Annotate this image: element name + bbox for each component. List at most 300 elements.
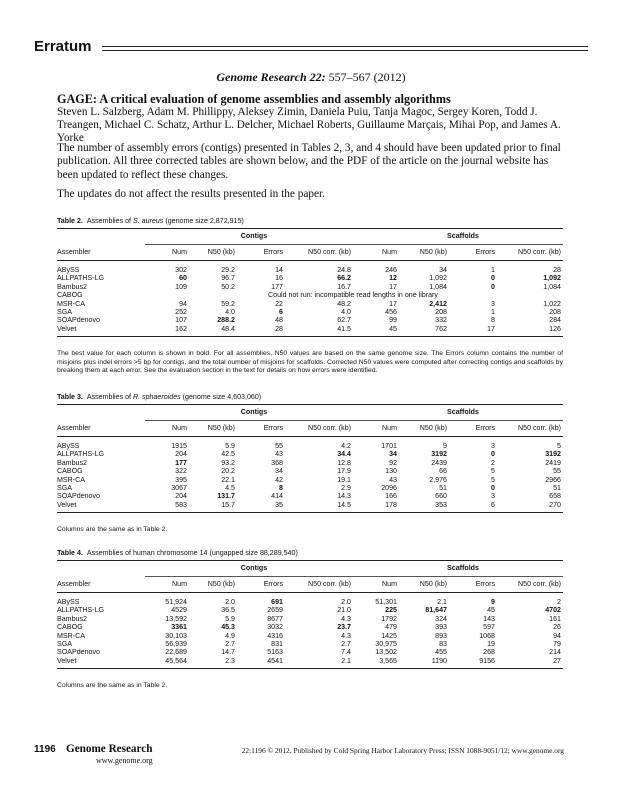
value-cell: 94 <box>553 631 561 640</box>
header-rule-thin <box>102 50 588 51</box>
column-header-row <box>57 421 563 437</box>
table-row <box>57 648 563 656</box>
value-cell: 45,564 <box>165 656 187 665</box>
table-4-note: Columns are the same as in Table 2. <box>57 682 168 689</box>
value-cell: 332 <box>435 316 447 325</box>
value-cell: 83 <box>439 640 447 649</box>
column-header: Errors <box>237 421 285 437</box>
value-cell: 0 <box>491 282 495 291</box>
assembler-cell: ABySS <box>57 598 80 606</box>
value-cell: 34 <box>389 450 397 459</box>
table-row <box>57 266 563 274</box>
value-cell: 2 <box>491 458 495 467</box>
table-row <box>57 459 563 467</box>
value-cell: 62.7 <box>337 316 351 325</box>
table-row <box>57 300 563 308</box>
group-contigs: Contigs <box>145 405 353 421</box>
section-title: Erratum <box>34 38 92 55</box>
value-cell: 9 <box>491 598 495 606</box>
value-cell: 9 <box>443 442 447 450</box>
value-cell: 28 <box>275 324 283 333</box>
column-header: N50 corr. (kb) <box>285 421 353 437</box>
value-cell: 2966 <box>545 475 561 484</box>
value-cell: 143 <box>483 614 495 623</box>
value-cell: 42 <box>275 475 283 484</box>
value-cell: 92 <box>389 458 397 467</box>
value-cell: 5163 <box>267 648 283 657</box>
value-cell: 35 <box>275 500 283 509</box>
citation-pages: 557–567 (2012) <box>325 70 406 84</box>
value-cell: 2,412 <box>429 299 447 308</box>
value-cell: 2439 <box>431 458 447 467</box>
column-header: N50 corr. (kb) <box>285 577 353 593</box>
group-blank <box>57 405 145 421</box>
value-cell: 2659 <box>267 606 283 615</box>
value-cell: 2.0 <box>341 598 351 606</box>
value-cell: 4316 <box>267 631 283 640</box>
value-cell: 36.5 <box>221 606 235 615</box>
value-cell: 0 <box>491 274 495 283</box>
value-cell: 8 <box>491 316 495 325</box>
value-cell: 3067 <box>171 484 187 493</box>
table-3-caption <box>57 393 261 401</box>
column-header: Errors <box>449 421 497 437</box>
table-3-label: Table 3. <box>57 393 83 401</box>
value-cell: 26 <box>553 623 561 632</box>
value-cell: 1915 <box>171 442 187 450</box>
assembler-cell: SOAPdenovo <box>57 648 100 657</box>
column-header: N50 corr. (kb) <box>497 421 563 437</box>
assembler-cell: SGA <box>57 308 72 317</box>
value-cell: 19.1 <box>337 475 351 484</box>
table-2-species: S. aureus <box>132 217 164 225</box>
table-2-label: Table 2. <box>57 217 83 225</box>
group-blank <box>57 561 145 577</box>
table-row <box>57 640 563 648</box>
footer-website: www.genome.org <box>96 756 153 765</box>
value-cell: 30,103 <box>165 631 187 640</box>
table-row <box>57 476 563 484</box>
group-header-row <box>57 561 563 577</box>
value-cell: 48.4 <box>221 324 235 333</box>
assembler-cell: Velvet <box>57 656 77 665</box>
value-cell: 9156 <box>479 656 495 665</box>
group-header-row <box>57 229 563 245</box>
value-cell: 2.7 <box>225 640 235 649</box>
value-cell: 109 <box>175 282 187 291</box>
table-row <box>57 615 563 623</box>
table-4-label: Table 4. <box>57 549 83 557</box>
citation-journal: Genome Research <box>216 70 307 84</box>
column-header: Assembler <box>57 421 145 437</box>
group-header-row <box>57 405 563 421</box>
group-contigs: Contigs <box>145 561 353 577</box>
value-cell: 414 <box>271 492 283 501</box>
assembler-cell: SGA <box>57 484 72 493</box>
value-cell: 0 <box>491 450 495 459</box>
table-4-caption-text: Assemblies of human chromosome 14 (ungapped size 88,289,540) <box>86 549 298 557</box>
value-cell: 51,924 <box>165 598 187 606</box>
table-3-caption-text: Assemblies of <box>86 393 133 401</box>
value-cell: 456 <box>385 308 397 317</box>
value-cell: 17.9 <box>337 467 351 476</box>
value-cell: 3032 <box>267 623 283 632</box>
value-cell: 893 <box>435 631 447 640</box>
table-3-note: Columns are the same as in Table 2. <box>57 526 168 533</box>
table-row <box>57 283 563 291</box>
value-cell: 6 <box>491 500 495 509</box>
table-row <box>57 501 563 509</box>
table-2-note: The best value for each column is shown in bold. For all assemblies, N50 values are based on the same genome size. The Errors column contains the number of misjoins plus indel errors >5 bp for contigs, and the total number of misjoins for scaffolds. Corrected N50 values were computed after correcting contigs and scaffolds by breaking them at each error. See the evaluation section in the text for details on how errors were identified. <box>57 350 563 375</box>
table-row <box>57 274 563 282</box>
table-row <box>57 291 563 299</box>
table-bottom-rule <box>57 509 563 513</box>
table-3 <box>57 404 563 513</box>
value-cell: 22,689 <box>165 648 187 657</box>
value-cell: 17 <box>487 324 495 333</box>
assembler-cell: CABOG <box>57 623 83 632</box>
value-cell: 214 <box>549 648 561 657</box>
column-header-row <box>57 577 563 593</box>
value-cell: 17 <box>389 282 397 291</box>
value-cell: 15.7 <box>221 500 235 509</box>
rule-cell <box>57 509 563 513</box>
value-cell: 2 <box>557 598 561 606</box>
value-cell: 3 <box>491 442 495 450</box>
value-cell: 4.3 <box>341 614 351 623</box>
value-cell: 284 <box>549 316 561 325</box>
citation <box>34 70 588 85</box>
column-header: N50 corr. (kb) <box>497 245 563 261</box>
table-3-caption-size: (genome size 4,603,060) <box>180 393 262 401</box>
value-cell: 12.8 <box>337 458 351 467</box>
group-blank <box>57 229 145 245</box>
value-cell: 4.0 <box>341 308 351 317</box>
column-header: N50 (kb) <box>399 577 449 593</box>
value-cell: 5 <box>557 442 561 450</box>
value-cell: 583 <box>175 500 187 509</box>
column-header: Errors <box>237 245 285 261</box>
article-authors: Steven L. Salzberg, Adam M. Phillippy, Aleksey Zimin, Daniela Puiu, Tanja Magoc, Sergey Koren, Todd J. Treangen, Michael C. Schatz, Arthur L. Delcher, Michael Roberts, Guillaume Marçais, Mihai Pop, and James A. Yorke <box>57 106 561 144</box>
value-cell: 4.0 <box>225 308 235 317</box>
assembler-cell: Velvet <box>57 324 77 333</box>
table-bottom-rule <box>57 333 563 337</box>
value-cell: 131.7 <box>217 492 235 501</box>
value-cell: 50.2 <box>221 282 235 291</box>
table-2-caption-text: Assemblies of <box>86 217 133 225</box>
value-cell: 14.3 <box>337 492 351 501</box>
value-cell: 55 <box>275 442 283 450</box>
assembler-cell: Bambus2 <box>57 458 87 467</box>
value-cell: 2.0 <box>225 598 235 606</box>
value-cell: 2.1 <box>437 598 447 606</box>
value-cell: 13,592 <box>165 614 187 623</box>
value-cell: 59.2 <box>221 299 235 308</box>
column-header-row <box>57 245 563 261</box>
value-cell: 13,502 <box>375 648 397 657</box>
value-cell: 16.7 <box>337 282 351 291</box>
value-cell: 29.2 <box>221 266 235 274</box>
table-row <box>57 316 563 324</box>
value-cell: 455 <box>435 648 447 657</box>
value-cell: 2.3 <box>225 656 235 665</box>
value-cell: 225 <box>385 606 397 615</box>
group-scaffolds: Scaffolds <box>353 405 563 421</box>
value-cell: 2.1 <box>341 656 351 665</box>
value-cell: 1 <box>491 308 495 317</box>
value-cell: 3,565 <box>379 656 397 665</box>
table-4-caption <box>57 549 298 557</box>
value-cell: 24.8 <box>337 266 351 274</box>
value-cell: 23.7 <box>337 623 351 632</box>
article-title: GAGE: A critical evaluation of genome assemblies and assembly algorithms <box>57 92 451 106</box>
value-cell: 1792 <box>381 614 397 623</box>
table-2 <box>57 228 563 337</box>
column-header: Num <box>353 245 399 261</box>
value-cell: 268 <box>483 648 495 657</box>
assembler-cell: ABySS <box>57 442 80 450</box>
value-cell: 17 <box>389 299 397 308</box>
group-scaffolds: Scaffolds <box>353 561 563 577</box>
value-cell: 20.2 <box>221 467 235 476</box>
value-cell: 4702 <box>545 606 561 615</box>
value-cell: 288.2 <box>217 316 235 325</box>
value-cell: 45.3 <box>221 623 235 632</box>
value-cell: 204 <box>175 450 187 459</box>
value-cell: 2.9 <box>341 484 351 493</box>
table-row <box>57 450 563 458</box>
column-header: N50 corr. (kb) <box>285 245 353 261</box>
value-cell: 208 <box>549 308 561 317</box>
column-header: N50 (kb) <box>189 577 237 593</box>
value-cell: 1,084 <box>543 282 561 291</box>
table-2-caption-size: (genome size 2,872,915) <box>163 217 244 225</box>
value-cell: 21.0 <box>337 606 351 615</box>
value-cell: 393 <box>435 623 447 632</box>
value-cell: 51 <box>553 484 561 493</box>
column-header: Num <box>145 245 189 261</box>
table-row <box>57 632 563 640</box>
value-cell: 66.2 <box>337 274 351 283</box>
assembler-cell: ABySS <box>57 266 80 274</box>
table-2-caption <box>57 217 244 225</box>
value-cell: 252 <box>175 308 187 317</box>
value-cell: 208 <box>435 308 447 317</box>
column-header: N50 (kb) <box>399 245 449 261</box>
value-cell: 51 <box>439 484 447 493</box>
value-cell: 177 <box>271 282 283 291</box>
citation-volume: 22: <box>309 70 326 84</box>
value-cell: 5.9 <box>225 442 235 450</box>
value-cell: 5.9 <box>225 614 235 623</box>
value-cell: 4.5 <box>225 484 235 493</box>
value-cell: 6 <box>279 308 283 317</box>
value-cell: 270 <box>549 500 561 509</box>
value-cell: 3192 <box>545 450 561 459</box>
table-bottom-rule <box>57 665 563 669</box>
body-paragraph-2: The updates do not affect the results presented in the paper. <box>57 188 326 200</box>
value-cell: 368 <box>271 458 283 467</box>
assembler-cell: MSR-CA <box>57 299 85 308</box>
value-cell: 60 <box>179 274 187 283</box>
value-cell: 48.2 <box>337 299 351 308</box>
value-cell: 99 <box>389 316 397 325</box>
value-cell: 5 <box>491 475 495 484</box>
column-header: Errors <box>449 245 497 261</box>
value-cell: 126 <box>549 324 561 333</box>
column-header: Errors <box>237 577 285 593</box>
column-header: Num <box>353 421 399 437</box>
table-row <box>57 484 563 492</box>
erratum-header <box>34 38 588 58</box>
value-cell: 94 <box>179 299 187 308</box>
value-cell: 691 <box>271 598 283 606</box>
value-cell: 56,939 <box>165 640 187 649</box>
value-cell: 1 <box>491 266 495 274</box>
value-cell: 479 <box>385 623 397 632</box>
column-header: N50 (kb) <box>189 421 237 437</box>
value-cell: 30,975 <box>375 640 397 649</box>
value-cell: 5 <box>491 467 495 476</box>
value-cell: 4.2 <box>341 442 351 450</box>
value-cell: 597 <box>483 623 495 632</box>
group-scaffolds: Scaffolds <box>353 229 563 245</box>
assembler-cell: SGA <box>57 640 72 649</box>
column-header: Assembler <box>57 245 145 261</box>
rule-cell <box>57 665 563 669</box>
value-cell: 19 <box>487 640 495 649</box>
value-cell: 34 <box>275 467 283 476</box>
table-row <box>57 598 563 606</box>
value-cell: 16 <box>275 274 283 283</box>
value-cell: 1,022 <box>543 299 561 308</box>
value-cell: 93.2 <box>221 458 235 467</box>
footer-copyright: 22:1196 © 2012, Published by Cold Spring Harbor Laboratory Press; ISSN 1088-9051/12; www.genome.org <box>241 746 564 755</box>
column-header: N50 (kb) <box>399 421 449 437</box>
assembler-cell: ALLPATHS-LG <box>57 450 105 459</box>
value-cell: 55 <box>553 467 561 476</box>
value-cell: 79 <box>553 640 561 649</box>
value-cell: 395 <box>175 475 187 484</box>
value-cell: 1,084 <box>429 282 447 291</box>
value-cell: 28 <box>553 266 561 274</box>
value-cell: 45 <box>487 606 495 615</box>
value-cell: 161 <box>549 614 561 623</box>
value-cell: 353 <box>435 500 447 509</box>
value-cell: 4.3 <box>341 631 351 640</box>
column-header: N50 corr. (kb) <box>497 577 563 593</box>
footer-page-number: 1196 <box>34 744 56 755</box>
value-cell: 22.1 <box>221 475 235 484</box>
value-cell: 2419 <box>545 458 561 467</box>
value-cell: 3 <box>491 299 495 308</box>
value-cell: 3361 <box>171 623 187 632</box>
column-header: Num <box>145 421 189 437</box>
column-header: N50 (kb) <box>189 245 237 261</box>
assembler-cell: SOAPdenovo <box>57 316 100 325</box>
column-header: Assembler <box>57 577 145 593</box>
value-cell: 660 <box>435 492 447 501</box>
table-row <box>57 467 563 475</box>
value-cell: 1425 <box>381 631 397 640</box>
value-cell: 324 <box>435 614 447 623</box>
assembler-cell: MSR-CA <box>57 631 85 640</box>
value-cell: 12 <box>389 274 397 283</box>
table-row <box>57 657 563 665</box>
table-row <box>57 325 563 333</box>
value-cell: 4529 <box>171 606 187 615</box>
value-cell: 658 <box>549 492 561 501</box>
table-row <box>57 623 563 631</box>
table-3-species: R. sphaeroides <box>132 393 181 401</box>
assembler-cell: ALLPATHS-LG <box>57 274 105 283</box>
assembler-cell: ALLPATHS-LG <box>57 606 105 615</box>
value-cell: 322 <box>175 467 187 476</box>
value-cell: 48 <box>275 316 283 325</box>
value-cell: 2,976 <box>429 475 447 484</box>
rule-cell <box>57 333 563 337</box>
column-header: Errors <box>449 577 497 593</box>
value-cell: 177 <box>175 458 187 467</box>
value-cell: 27 <box>553 656 561 665</box>
value-cell: 81,647 <box>425 606 447 615</box>
body-paragraph-1: The number of assembly errors (contigs) presented in Tables 2, 3, and 4 should have been updated prior to final publication. All three corrected tables are shown below, and the PDF of the article on the journal website has been updated to reflect these changes. <box>57 142 561 181</box>
table-row <box>57 308 563 316</box>
header-rule <box>102 46 588 47</box>
value-cell: 8677 <box>267 614 283 623</box>
value-cell: 4.9 <box>225 631 235 640</box>
value-cell: 2096 <box>381 484 397 493</box>
table-row <box>57 492 563 500</box>
value-cell: 831 <box>271 640 283 649</box>
value-cell: 51,301 <box>375 598 397 606</box>
value-cell: 43 <box>275 450 283 459</box>
value-cell: 22 <box>275 299 283 308</box>
value-cell: 1190 <box>431 656 447 665</box>
row-note: Could not run: incompatible read lengths in one library <box>268 291 438 300</box>
assembler-cell: MSR-CA <box>57 475 85 484</box>
table-row <box>57 442 563 450</box>
column-header: Num <box>353 577 399 593</box>
value-cell: 41.5 <box>337 324 351 333</box>
value-cell: 8 <box>279 484 283 493</box>
value-cell: 14.5 <box>337 500 351 509</box>
assembler-cell: SOAPdenovo <box>57 492 100 501</box>
assembler-cell: Bambus2 <box>57 282 87 291</box>
value-cell: 166 <box>385 492 397 501</box>
value-cell: 178 <box>385 500 397 509</box>
value-cell: 34 <box>439 266 447 274</box>
footer-journal: Genome Research <box>66 743 153 755</box>
value-cell: 3192 <box>431 450 447 459</box>
value-cell: 0 <box>491 484 495 493</box>
table-row <box>57 606 563 614</box>
assembler-cell: CABOG <box>57 467 83 476</box>
value-cell: 34.4 <box>337 450 351 459</box>
group-contigs: Contigs <box>145 229 353 245</box>
value-cell: 130 <box>385 467 397 476</box>
value-cell: 42.5 <box>221 450 235 459</box>
value-cell: 7.4 <box>341 648 351 657</box>
value-cell: 762 <box>435 324 447 333</box>
assembler-cell: CABOG <box>57 291 83 300</box>
value-cell: 204 <box>175 492 187 501</box>
value-cell: 3 <box>491 492 495 501</box>
value-cell: 1068 <box>479 631 495 640</box>
value-cell: 96.7 <box>221 274 235 283</box>
assembler-cell: Velvet <box>57 500 77 509</box>
table-4 <box>57 560 563 669</box>
